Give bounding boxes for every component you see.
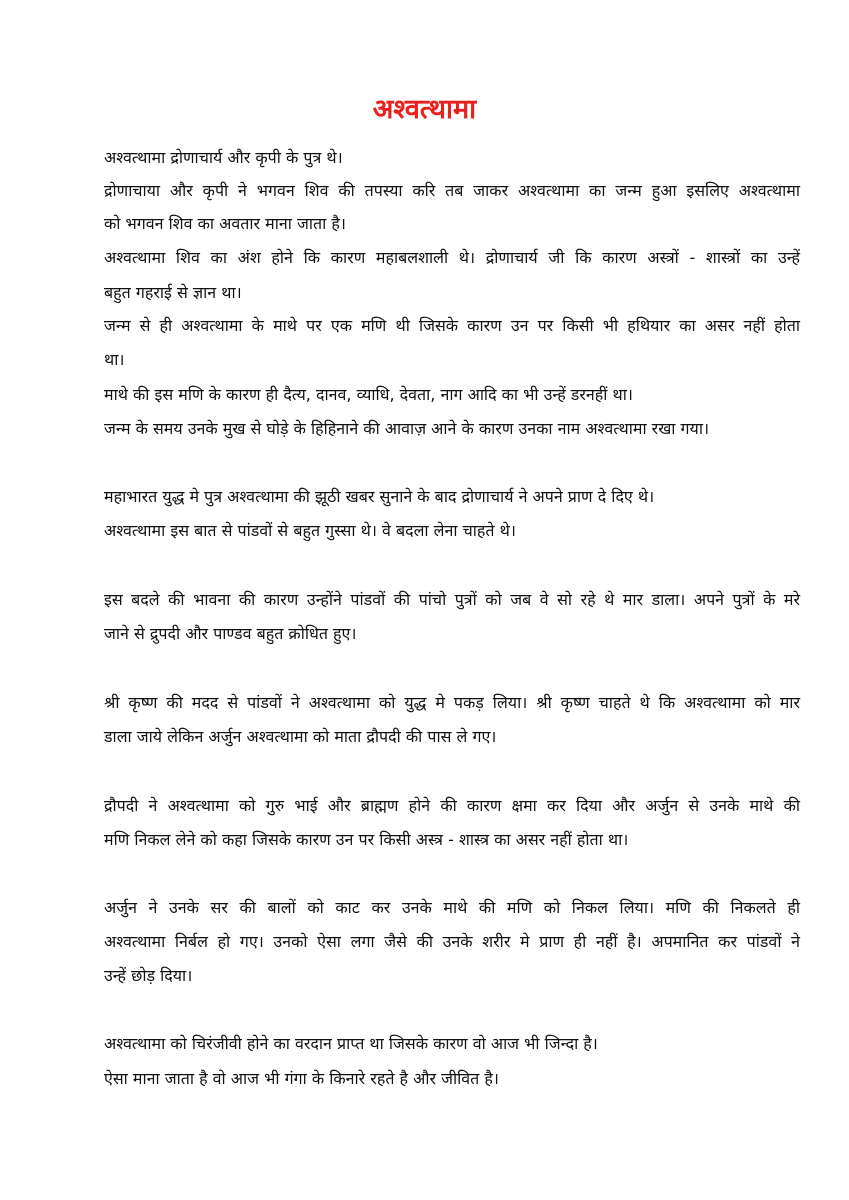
text-line: अश्वत्थामा को चिरंजीवी होने का वरदान प्राप्त था जिसके कारण वो आज भी जिन्दा है। (104, 1034, 598, 1053)
text-line: द्रौपदी ने अश्वत्थामा को गुरु भाई और ब्राह्मण होने की कारण क्षमा कर दिया और अर्जुन से उनके माथे की (104, 796, 800, 815)
text-line: इस बदले की भावना की कारण उन्होंने पांडवों की पांचो पुत्रों को जब वे सो रहे थे मार डाला। अपने पुत्रों के मरे (104, 590, 800, 609)
text-line: अश्वत्थामा शिव का अंश होने कि कारण महाबलशाली थे। द्रोणाचार्य जी कि कारण अस्त्रों - शास्त्रों का उन्हें (104, 248, 800, 267)
text-line: अश्वत्थामा निर्बल हो गए। उनको ऐसा लगा जैसे की उनके शरीर मे प्राण ही नहीं है। अपमानित कर पांडवों ने (104, 932, 800, 951)
text-line: अर्जुन ने उनके सर की बालों को काट कर उनके माथे की मणि को निकल लिया। मणि की निकलते ही (104, 898, 800, 917)
text-line: द्रोणाचाया और कृपी ने भगवन शिव की तपस्या करि तब जाकर अश्वत्थामा का जन्म हुआ इसलिए अश्वत्थामा (104, 181, 800, 200)
text-line: बहुत गहराई से ज्ञान था। (104, 283, 242, 302)
text-line: उन्हें छोड़ दिया। (104, 966, 193, 985)
text-line: अश्वत्थामा द्रोणाचार्य और कृपी के पुत्र थे। (104, 148, 343, 167)
text-line: महाभारत युद्ध मे पुत्र अश्वत्थामा की झूठी खबर सुनाने के बाद द्रोणाचार्य ने अपने प्राण दे दिए थे। (104, 487, 655, 506)
text-line: ऐसा माना जाता है वो आज भी गंगा के किनारे रहते है और जीवित है। (104, 1069, 499, 1088)
text-line: जन्म के समय उनके मुख से घोड़े के हिहिनाने की आवाज़ आने के कारण उनका नाम अश्वत्थामा रखा गया। (104, 419, 710, 438)
text-line: डाला जाये लेकिन अर्जुन अश्वत्थामा को माता द्रौपदी की पास ले गए। (104, 727, 497, 746)
text-line: माथे की इस मणि के कारण ही दैत्य, दानव, व्याधि, देवता, नाग आदि का भी उन्हें डरनहीं था। (104, 385, 633, 404)
text-line: श्री कृष्ण की मदद से पांडवों ने अश्वत्थामा को युद्ध मे पकड़ लिया। श्री कृष्ण चाहते थे कि अश्वत्थामा को मार (104, 693, 800, 712)
text-line: को भगवन शिव का अवतार माना जाता है। (104, 214, 346, 233)
document-title: अश्वत्थामा (372, 94, 477, 125)
text-line: जन्म से ही अश्वत्थामा के माथे पर एक मणि थी जिसके कारण उन पर किसी भी हथियार का असर नहीं होता (104, 316, 800, 335)
text-line: था। (104, 350, 125, 369)
text-line: मणि निकल लेने को कहा जिसके कारण उन पर किसी अस्त्र - शास्त्र का असर नहीं होता था। (104, 830, 629, 849)
text-line: जाने से द्रुपदी और पाण्डव बहुत क्रोधित हुए। (104, 624, 357, 643)
text-line: अश्वत्थामा इस बात से पांडवों से बहुत गुस्सा थे। वे बदला लेना चाहते थे। (104, 521, 516, 540)
